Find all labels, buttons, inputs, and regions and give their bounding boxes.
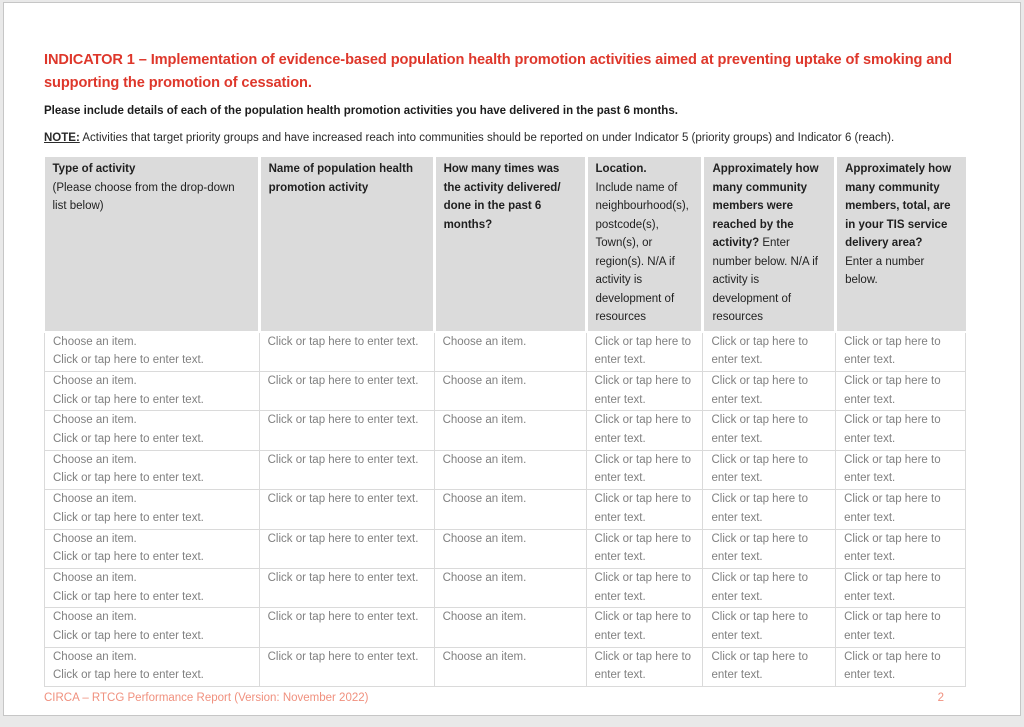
choose-item-dropdown[interactable]: Choose an item. — [53, 453, 137, 466]
enter-text-field[interactable]: Click or tap here to enter text. — [711, 571, 808, 603]
table-cell — [703, 371, 836, 410]
table-cell — [259, 450, 434, 489]
table-cell — [259, 529, 434, 568]
table-cell — [703, 647, 836, 686]
table-row — [45, 647, 966, 686]
table-cell — [703, 529, 836, 568]
enter-text-field[interactable]: Click or tap here to enter text. — [53, 590, 204, 603]
table-cell — [45, 332, 260, 372]
table-header-row — [45, 157, 966, 332]
table-row — [45, 529, 966, 568]
enter-text-field[interactable]: Click or tap here to enter text. — [711, 493, 808, 524]
table-cell — [836, 608, 966, 647]
enter-text-field[interactable]: Click or tap here to enter text. — [267, 414, 419, 427]
column-header-title: Name of population health promotion activity — [268, 163, 413, 194]
table-cell — [259, 608, 434, 647]
enter-text-field[interactable]: Click or tap here to enter text. — [594, 650, 692, 682]
table-cell — [45, 608, 260, 647]
enter-text-field[interactable]: Click or tap here to enter text. — [267, 374, 419, 387]
column-header-title: Approximately how many community members were reached by the activity? — [712, 163, 819, 249]
table-cell — [586, 647, 703, 686]
table-cell — [703, 411, 836, 450]
choose-item-dropdown[interactable]: Choose an item. — [442, 335, 527, 348]
enter-text-field[interactable]: Click or tap here to enter text. — [594, 374, 692, 406]
table-cell — [836, 450, 966, 489]
column-header-title: Location. — [595, 163, 647, 175]
table-row — [45, 371, 966, 410]
column-header-6 — [836, 157, 966, 332]
enter-text-field[interactable]: Click or tap here to enter text. — [594, 414, 692, 446]
table-cell — [836, 529, 966, 568]
enter-text-field[interactable]: Click or tap here to enter text. — [53, 354, 204, 367]
choose-item-dropdown[interactable]: Choose an item. — [442, 493, 527, 506]
choose-item-dropdown[interactable]: Choose an item. — [442, 453, 527, 466]
table-cell — [836, 411, 966, 450]
table-cell — [836, 490, 966, 529]
choose-item-dropdown[interactable]: Choose an item. — [53, 571, 137, 584]
choose-item-dropdown[interactable]: Choose an item. — [53, 650, 137, 663]
enter-text-field[interactable]: Click or tap here to enter text. — [594, 611, 692, 643]
column-header-5 — [703, 157, 836, 332]
enter-text-field[interactable]: Click or tap here to enter text. — [267, 571, 419, 584]
table-cell — [45, 529, 260, 568]
footer-report-label: CIRCA – RTCG Performance Report (Version: November 2022) — [44, 692, 369, 705]
column-header-3 — [434, 157, 586, 332]
enter-text-field[interactable]: Click or tap here to enter text. — [267, 532, 419, 545]
table-cell — [703, 568, 836, 607]
document-page — [3, 2, 1021, 716]
enter-text-field[interactable]: Click or tap here to enter text. — [594, 532, 692, 564]
table-cell — [434, 450, 586, 489]
column-header-subtext: Enter a number below. — [845, 255, 925, 286]
enter-text-field[interactable]: Click or tap here to enter text. — [844, 571, 941, 603]
enter-text-field[interactable]: Click or tap here to enter text. — [267, 493, 419, 506]
table-cell — [45, 450, 260, 489]
enter-text-field[interactable]: Click or tap here to enter text. — [594, 493, 692, 524]
table-cell — [703, 608, 836, 647]
instructions-text: Please include details of each of the population health promotion activities you have delivered in the past 6 months. — [44, 105, 678, 117]
table-cell — [434, 411, 586, 450]
choose-item-dropdown[interactable]: Choose an item. — [53, 532, 137, 545]
note-label: NOTE: — [44, 132, 80, 144]
enter-text-field[interactable]: Click or tap here to enter text. — [711, 650, 808, 682]
table-cell — [836, 332, 966, 372]
column-header-title: Type of activity — [52, 163, 136, 175]
table-cell — [586, 371, 703, 410]
enter-text-field[interactable]: Click or tap here to enter text. — [711, 611, 808, 643]
table-cell — [586, 608, 703, 647]
table-row — [45, 411, 966, 450]
choose-item-dropdown[interactable]: Choose an item. — [53, 414, 137, 427]
page-footer — [44, 692, 966, 704]
table-cell — [836, 568, 966, 607]
table-cell — [836, 371, 966, 410]
enter-text-field[interactable]: Click or tap here to enter text. — [844, 453, 941, 485]
table-cell — [836, 647, 966, 686]
table-row — [45, 490, 966, 529]
enter-text-field[interactable]: Click or tap here to enter text. — [267, 611, 419, 624]
table-row — [45, 568, 966, 607]
table-cell — [434, 647, 586, 686]
enter-text-field[interactable]: Click or tap here to enter text. — [267, 453, 419, 466]
table-cell — [259, 490, 434, 529]
choose-item-dropdown[interactable]: Choose an item. — [442, 611, 527, 624]
table-cell — [586, 450, 703, 489]
enter-text-field[interactable]: Click or tap here to enter text. — [594, 335, 692, 367]
enter-text-field[interactable]: Click or tap here to enter text. — [53, 393, 204, 406]
table-cell — [703, 450, 836, 489]
enter-text-field[interactable]: Click or tap here to enter text. — [844, 414, 941, 446]
table-cell — [586, 529, 703, 568]
column-header-4 — [586, 157, 703, 332]
choose-item-dropdown[interactable]: Choose an item. — [442, 414, 527, 427]
table-cell — [45, 371, 260, 410]
table-cell — [45, 490, 260, 529]
choose-item-dropdown[interactable]: Choose an item. — [53, 611, 137, 624]
enter-text-field[interactable]: Click or tap here to enter text. — [711, 414, 808, 446]
choose-item-dropdown[interactable]: Choose an item. — [442, 650, 527, 663]
table-cell — [586, 568, 703, 607]
table-cell — [45, 568, 260, 607]
enter-text-field[interactable]: Click or tap here to enter text. — [844, 374, 941, 406]
table-cell — [434, 529, 586, 568]
column-header-title: How many times was the activity delivered/ done in the past 6 months? — [443, 163, 561, 231]
enter-text-field[interactable]: Click or tap here to enter text. — [844, 611, 941, 643]
enter-text-field[interactable]: Click or tap here to enter text. — [53, 669, 204, 682]
enter-text-field[interactable]: Click or tap here to enter text. — [53, 472, 204, 485]
page-number: 2 — [937, 692, 944, 705]
table-cell — [434, 490, 586, 529]
table-cell — [259, 411, 434, 450]
activities-table — [44, 157, 966, 687]
column-header-subtext: Include name of neighbourhood(s), postcode(s), Town(s), or region(s). N/A if activity is development of resources — [595, 181, 689, 323]
enter-text-field[interactable]: Click or tap here to enter text. — [53, 551, 204, 564]
table-cell — [45, 647, 260, 686]
choose-item-dropdown[interactable]: Choose an item. — [53, 335, 137, 348]
table-row — [45, 332, 966, 372]
enter-text-field[interactable]: Click or tap here to enter text. — [53, 511, 204, 524]
enter-text-field[interactable]: Click or tap here to enter text. — [844, 335, 941, 367]
enter-text-field[interactable]: Click or tap here to enter text. — [844, 532, 941, 564]
table-row — [45, 608, 966, 647]
enter-text-field[interactable]: Click or tap here to enter text. — [711, 374, 808, 406]
table-cell — [434, 608, 586, 647]
table-body — [45, 332, 966, 687]
table-cell — [45, 411, 260, 450]
note-paragraph — [44, 131, 968, 145]
enter-text-field[interactable]: Click or tap here to enter text. — [711, 453, 808, 485]
enter-text-field[interactable]: Click or tap here to enter text. — [711, 532, 808, 564]
choose-item-dropdown[interactable]: Choose an item. — [53, 374, 137, 387]
table-row — [45, 450, 966, 489]
choose-item-dropdown[interactable]: Choose an item. — [442, 374, 527, 387]
enter-text-field[interactable]: Click or tap here to enter text. — [53, 630, 204, 643]
table-cell — [434, 371, 586, 410]
enter-text-field[interactable]: Click or tap here to enter text. — [844, 493, 941, 524]
enter-text-field[interactable]: Click or tap here to enter text. — [267, 335, 419, 348]
table-cell — [259, 647, 434, 686]
note-text: Activities that target priority groups and have increased reach into communities should be reported on under Indicator 5 (priority groups) and Indicator 6 (reach). — [79, 132, 895, 144]
column-header-title: Approximately how many community members, total, are in your TIS service delivery area? — [845, 163, 952, 249]
choose-item-dropdown[interactable]: Choose an item. — [442, 532, 527, 545]
page-content — [44, 49, 968, 704]
enter-text-field[interactable]: Click or tap here to enter text. — [594, 571, 692, 603]
table-cell — [434, 568, 586, 607]
choose-item-dropdown[interactable]: Choose an item. — [53, 493, 137, 506]
enter-text-field[interactable]: Click or tap here to enter text. — [267, 650, 419, 663]
table-cell — [259, 371, 434, 410]
enter-text-field[interactable]: Click or tap here to enter text. — [711, 335, 808, 367]
choose-item-dropdown[interactable]: Choose an item. — [442, 571, 527, 584]
table-cell — [586, 332, 703, 372]
table-cell — [434, 332, 586, 372]
enter-text-field[interactable]: Click or tap here to enter text. — [53, 433, 204, 446]
column-header-subtext: Enter number below. N/A if activity is development of resources — [712, 237, 818, 323]
table-cell — [703, 490, 836, 529]
column-header-2 — [259, 157, 434, 332]
enter-text-field[interactable]: Click or tap here to enter text. — [594, 453, 692, 485]
column-header-subtext: (Please choose from the drop-down list below) — [52, 181, 235, 212]
table-cell — [703, 332, 836, 372]
table-cell — [586, 490, 703, 529]
column-header-1 — [45, 157, 260, 332]
indicator-title: INDICATOR 1 – Implementation of evidence-based population health promotion activities aimed at preventing uptake of smoking and supporting the promotion of cessation. — [44, 52, 952, 91]
table-cell — [259, 332, 434, 372]
table-cell — [259, 568, 434, 607]
enter-text-field[interactable]: Click or tap here to enter text. — [844, 650, 941, 682]
table-header — [45, 157, 966, 332]
table-cell — [586, 411, 703, 450]
